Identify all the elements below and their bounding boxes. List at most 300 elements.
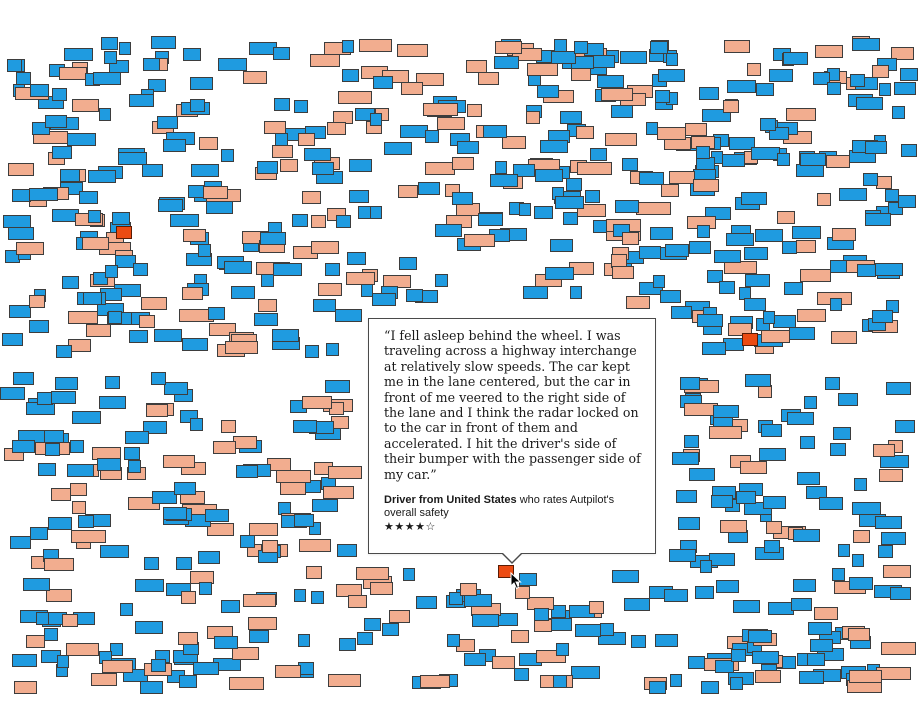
rating-block-blue[interactable] — [357, 632, 373, 645]
rating-block-blue[interactable] — [570, 286, 582, 299]
rating-block-peach[interactable] — [876, 176, 892, 189]
rating-block-peach[interactable] — [831, 331, 857, 344]
rating-block-peach[interactable] — [425, 162, 455, 175]
rating-block-blue[interactable] — [655, 634, 678, 647]
rating-block-blue[interactable] — [719, 281, 735, 294]
rating-block-blue[interactable] — [671, 306, 692, 319]
rating-block-blue[interactable] — [839, 188, 867, 201]
rating-block-blue[interactable] — [695, 586, 714, 599]
rating-block-blue[interactable] — [23, 578, 50, 591]
rating-block-blue[interactable] — [494, 56, 519, 69]
rating-block-peach[interactable] — [495, 41, 522, 54]
rating-block-peach[interactable] — [720, 520, 747, 533]
rating-block-blue[interactable] — [555, 196, 584, 209]
rating-block-blue[interactable] — [895, 420, 915, 433]
rating-block-blue[interactable] — [763, 496, 786, 509]
rating-block-blue[interactable] — [540, 140, 568, 153]
rating-block-blue[interactable] — [722, 154, 745, 167]
rating-block-blue[interactable] — [660, 290, 681, 303]
rating-block-blue[interactable] — [425, 130, 439, 143]
rating-block-blue[interactable] — [88, 170, 116, 183]
rating-block-blue[interactable] — [890, 587, 911, 600]
rating-block-peach[interactable] — [526, 111, 540, 124]
rating-block-blue[interactable] — [151, 372, 166, 385]
rating-block-blue[interactable] — [670, 674, 682, 687]
rating-block-peach[interactable] — [306, 566, 322, 579]
rating-block-blue[interactable] — [128, 460, 141, 473]
rating-block-blue[interactable] — [60, 169, 80, 182]
rating-block-blue[interactable] — [744, 247, 768, 260]
rating-block-peach[interactable] — [262, 540, 278, 553]
rating-block-peach[interactable] — [460, 583, 477, 596]
rating-block-peach[interactable] — [766, 521, 782, 534]
rating-block-blue[interactable] — [875, 516, 902, 529]
rating-block-peach[interactable] — [280, 159, 298, 172]
rating-block-blue[interactable] — [716, 580, 739, 593]
rating-block-blue[interactable] — [206, 201, 233, 214]
rating-block-blue[interactable] — [649, 681, 666, 694]
rating-block-blue[interactable] — [563, 212, 578, 225]
rating-block-blue[interactable] — [218, 58, 247, 71]
rating-block-blue[interactable] — [335, 309, 362, 322]
rating-block-blue[interactable] — [741, 192, 767, 205]
rating-block-blue[interactable] — [852, 554, 864, 567]
rating-block-blue[interactable] — [709, 553, 735, 566]
rating-block-peach[interactable] — [302, 396, 332, 409]
rating-block-blue[interactable] — [8, 227, 34, 240]
rating-block-blue[interactable] — [99, 108, 111, 121]
rating-block-blue[interactable] — [257, 161, 278, 174]
rating-block-blue[interactable] — [727, 80, 756, 93]
rating-block-blue[interactable] — [650, 41, 668, 54]
rating-block-blue[interactable] — [120, 603, 133, 616]
rating-block-blue[interactable] — [48, 517, 72, 530]
rating-block-peach[interactable] — [873, 444, 895, 457]
rating-block-blue[interactable] — [174, 482, 196, 495]
rating-block-blue[interactable] — [830, 443, 846, 456]
rating-block-blue[interactable] — [13, 372, 34, 385]
rating-block-blue[interactable] — [129, 94, 154, 107]
rating-block-blue[interactable] — [10, 536, 31, 549]
rating-block-blue[interactable] — [792, 226, 821, 239]
rating-block-peach[interactable] — [612, 266, 634, 279]
rating-block-blue[interactable] — [514, 668, 529, 681]
rating-block-peach[interactable] — [571, 68, 591, 81]
rating-block-blue[interactable] — [52, 88, 67, 101]
rating-block-peach[interactable] — [796, 240, 816, 253]
rating-block-peach[interactable] — [817, 193, 831, 206]
rating-block-peach[interactable] — [401, 82, 423, 95]
rating-block-blue[interactable] — [664, 589, 688, 602]
rating-block-blue[interactable] — [761, 424, 782, 437]
rating-block-blue[interactable] — [312, 162, 334, 175]
rating-block-blue[interactable] — [221, 600, 240, 613]
rating-block-blue[interactable] — [751, 147, 780, 160]
rating-block-blue[interactable] — [464, 653, 486, 666]
rating-block-blue[interactable] — [140, 681, 163, 694]
rating-block-blue[interactable] — [193, 662, 219, 675]
rating-block-blue[interactable] — [696, 146, 710, 159]
rating-block-blue[interactable] — [680, 377, 700, 390]
rating-block-peach[interactable] — [853, 530, 870, 543]
rating-block-blue[interactable] — [611, 105, 633, 118]
rating-block-blue[interactable] — [688, 656, 705, 669]
rating-block-blue[interactable] — [125, 431, 149, 444]
rating-block-blue[interactable] — [857, 264, 876, 277]
rating-block-blue[interactable] — [519, 203, 531, 216]
rating-block-peach[interactable] — [328, 466, 362, 479]
rating-block-peach[interactable] — [146, 404, 168, 417]
rating-block-blue[interactable] — [495, 161, 507, 174]
rating-block-peach[interactable] — [66, 643, 99, 656]
rating-block-blue[interactable] — [639, 246, 661, 259]
rating-block-blue[interactable] — [571, 666, 600, 679]
rating-block-blue[interactable] — [748, 630, 772, 643]
rating-block-blue[interactable] — [624, 598, 650, 611]
rating-block-peach[interactable] — [29, 295, 45, 308]
rating-block-peach[interactable] — [589, 601, 604, 614]
rating-block-blue[interactable] — [745, 374, 771, 387]
rating-block-peach[interactable] — [626, 296, 650, 309]
rating-block-blue[interactable] — [435, 274, 448, 287]
rating-block-blue[interactable] — [620, 51, 647, 64]
rating-block-blue[interactable] — [143, 58, 160, 71]
rating-block-blue[interactable] — [457, 141, 479, 154]
rating-block-peach[interactable] — [346, 272, 375, 285]
rating-block-blue[interactable] — [808, 622, 832, 635]
rating-block-blue[interactable] — [553, 675, 567, 688]
rating-block-blue[interactable] — [810, 639, 833, 652]
rating-block-peach[interactable] — [478, 72, 499, 85]
rating-block-blue[interactable] — [787, 412, 814, 425]
rating-block-blue[interactable] — [736, 491, 756, 504]
rating-block-peach[interactable] — [452, 157, 474, 170]
rating-block-blue[interactable] — [260, 232, 286, 245]
rating-block-blue[interactable] — [800, 153, 826, 166]
rating-block-peach[interactable] — [359, 39, 392, 52]
rating-block-blue[interactable] — [830, 298, 842, 311]
rating-block-peach[interactable] — [709, 426, 742, 439]
rating-block-blue[interactable] — [52, 146, 72, 159]
rating-block-blue[interactable] — [78, 515, 94, 528]
rating-block-blue[interactable] — [347, 252, 366, 265]
rating-block-blue[interactable] — [650, 227, 673, 240]
rating-block-peach[interactable] — [755, 670, 781, 683]
rating-block-blue[interactable] — [342, 40, 354, 53]
rating-block-blue[interactable] — [108, 311, 122, 324]
rating-block-blue[interactable] — [782, 241, 797, 254]
rating-block-blue[interactable] — [133, 263, 148, 276]
rating-block-blue[interactable] — [689, 241, 711, 254]
rating-block-peach[interactable] — [693, 179, 719, 192]
rating-block-blue[interactable] — [294, 100, 308, 113]
rating-block-blue[interactable] — [261, 274, 274, 287]
rating-block-peach[interactable] — [492, 656, 515, 669]
rating-block-blue[interactable] — [190, 77, 213, 90]
rating-block-blue[interactable] — [325, 380, 350, 393]
rating-block-blue[interactable] — [865, 213, 891, 226]
rating-block-blue[interactable] — [190, 418, 203, 431]
rating-block-peach[interactable] — [139, 315, 155, 328]
rating-block-peach[interactable] — [26, 635, 45, 648]
rating-block-blue[interactable] — [163, 507, 187, 520]
rating-block-blue[interactable] — [615, 200, 639, 213]
rating-block-peach[interactable] — [849, 670, 882, 683]
rating-block-blue[interactable] — [472, 614, 499, 627]
rating-block-blue[interactable] — [240, 535, 255, 548]
rating-block-blue[interactable] — [64, 48, 93, 61]
rating-block-blue[interactable] — [292, 214, 308, 227]
rating-block-peach[interactable] — [338, 91, 372, 104]
rating-block-blue[interactable] — [545, 267, 574, 280]
rating-block-blue[interactable] — [590, 148, 607, 161]
rating-block-blue[interactable] — [93, 72, 121, 85]
rating-block-peach[interactable] — [298, 133, 315, 146]
rating-block-peach[interactable] — [437, 117, 465, 130]
rating-block-blue[interactable] — [759, 448, 786, 461]
rating-block-blue[interactable] — [144, 557, 159, 570]
rating-block-blue[interactable] — [358, 206, 371, 219]
rating-block-blue[interactable] — [854, 478, 867, 491]
rating-block-blue[interactable] — [885, 189, 899, 202]
rating-block-blue[interactable] — [830, 260, 847, 273]
rating-block-blue[interactable] — [151, 659, 166, 672]
rating-block-blue[interactable] — [784, 282, 803, 295]
rating-block-blue[interactable] — [164, 382, 188, 395]
rating-block-blue[interactable] — [342, 69, 359, 82]
rating-block-blue[interactable] — [799, 671, 824, 684]
rating-block-peach[interactable] — [163, 455, 195, 468]
rating-block-peach[interactable] — [248, 617, 277, 630]
rating-block-blue[interactable] — [339, 638, 356, 651]
rating-block-blue[interactable] — [99, 396, 126, 409]
rating-block-peach[interactable] — [318, 283, 342, 296]
rating-block-blue[interactable] — [0, 387, 25, 400]
rating-block-blue[interactable] — [879, 83, 891, 96]
rating-block-peach[interactable] — [800, 269, 831, 282]
rating-block-peach[interactable] — [832, 228, 856, 241]
rating-block-blue[interactable] — [191, 164, 219, 177]
rating-block-blue[interactable] — [326, 343, 339, 356]
rating-block-blue[interactable] — [349, 190, 369, 203]
rating-block-peach[interactable] — [272, 145, 293, 158]
rating-block-blue[interactable] — [12, 440, 35, 453]
rating-block-peach[interactable] — [511, 630, 529, 643]
rating-block-blue[interactable] — [733, 600, 760, 613]
rating-block-blue[interactable] — [273, 263, 302, 276]
rating-block-blue[interactable] — [273, 47, 290, 60]
rating-block-blue[interactable] — [29, 320, 49, 333]
highlighted-rating-block[interactable] — [742, 333, 758, 346]
rating-block-blue[interactable] — [16, 72, 31, 85]
rating-block-peach[interactable] — [91, 673, 117, 686]
rating-block-blue[interactable] — [755, 229, 783, 242]
rating-block-blue[interactable] — [898, 195, 916, 208]
rating-block-blue[interactable] — [764, 540, 780, 553]
rating-block-blue[interactable] — [452, 192, 473, 205]
rating-block-blue[interactable] — [208, 307, 225, 320]
rating-block-peach[interactable] — [605, 133, 637, 146]
rating-block-blue[interactable] — [833, 427, 851, 440]
rating-block-peach[interactable] — [258, 299, 277, 312]
rating-block-peach[interactable] — [233, 436, 257, 449]
rating-block-blue[interactable] — [311, 591, 324, 604]
rating-block-blue[interactable] — [313, 299, 336, 312]
rating-block-blue[interactable] — [44, 430, 64, 443]
rating-block-blue[interactable] — [534, 608, 549, 621]
rating-block-blue[interactable] — [702, 342, 726, 355]
rating-block-blue[interactable] — [807, 653, 825, 666]
rating-block-blue[interactable] — [56, 345, 72, 358]
rating-block-peach[interactable] — [51, 488, 71, 501]
rating-block-blue[interactable] — [763, 311, 775, 324]
rating-block-peach[interactable] — [311, 241, 339, 254]
rating-block-peach[interactable] — [420, 675, 450, 688]
rating-block-peach[interactable] — [348, 595, 367, 608]
rating-block-peach[interactable] — [601, 88, 633, 101]
rating-block-blue[interactable] — [112, 212, 130, 225]
rating-block-blue[interactable] — [214, 636, 238, 649]
rating-block-peach[interactable] — [879, 469, 903, 482]
rating-block-peach[interactable] — [82, 237, 109, 250]
rating-block-blue[interactable] — [83, 292, 102, 305]
rating-block-blue[interactable] — [678, 517, 700, 530]
rating-block-peach[interactable] — [68, 311, 98, 324]
rating-block-blue[interactable] — [135, 621, 163, 634]
rating-block-blue[interactable] — [892, 106, 905, 119]
rating-block-peach[interactable] — [243, 594, 276, 607]
rating-block-peach[interactable] — [527, 63, 558, 76]
rating-block-blue[interactable] — [3, 215, 31, 228]
rating-block-peach[interactable] — [661, 184, 679, 197]
rating-block-blue[interactable] — [205, 509, 229, 522]
rating-block-blue[interactable] — [783, 52, 808, 65]
rating-block-blue[interactable] — [825, 377, 840, 390]
rating-block-blue[interactable] — [838, 393, 858, 406]
rating-block-blue[interactable] — [364, 618, 381, 631]
rating-block-blue[interactable] — [9, 305, 31, 318]
rating-block-blue[interactable] — [865, 141, 887, 154]
highlighted-rating-block[interactable] — [116, 226, 132, 239]
rating-block-peach[interactable] — [872, 65, 889, 78]
rating-block-blue[interactable] — [30, 527, 48, 540]
rating-block-blue[interactable] — [154, 329, 182, 342]
rating-block-peach[interactable] — [72, 99, 99, 112]
rating-block-blue[interactable] — [894, 82, 916, 95]
rating-block-peach[interactable] — [16, 242, 44, 255]
rating-block-blue[interactable] — [700, 560, 712, 573]
rating-block-blue[interactable] — [665, 244, 689, 257]
rating-block-blue[interactable] — [199, 582, 212, 595]
rating-block-peach[interactable] — [199, 137, 218, 150]
rating-block-peach[interactable] — [14, 681, 37, 694]
rating-block-blue[interactable] — [669, 549, 696, 562]
rating-block-blue[interactable] — [483, 125, 507, 138]
rating-block-blue[interactable] — [142, 164, 163, 177]
rating-block-blue[interactable] — [600, 623, 614, 636]
rating-block-peach[interactable] — [685, 123, 707, 136]
rating-block-blue[interactable] — [221, 149, 234, 162]
rating-block-blue[interactable] — [745, 274, 770, 287]
rating-block-blue[interactable] — [731, 649, 746, 662]
rating-block-blue[interactable] — [523, 286, 548, 299]
rating-block-blue[interactable] — [777, 153, 790, 166]
rating-block-blue[interactable] — [875, 263, 903, 276]
rating-block-peach[interactable] — [302, 191, 321, 204]
rating-block-blue[interactable] — [612, 570, 639, 583]
rating-block-peach[interactable] — [826, 155, 850, 168]
rating-block-blue[interactable] — [827, 82, 841, 95]
rating-block-blue[interactable] — [336, 215, 351, 228]
rating-block-blue[interactable] — [726, 233, 754, 246]
rating-block-blue[interactable] — [224, 261, 252, 274]
rating-block-blue[interactable] — [878, 545, 893, 558]
rating-block-blue[interactable] — [62, 276, 79, 289]
rating-block-blue[interactable] — [170, 214, 199, 227]
rating-block-peach[interactable] — [777, 211, 795, 224]
rating-block-blue[interactable] — [872, 310, 893, 323]
rating-block-peach[interactable] — [141, 297, 167, 310]
rating-block-blue[interactable] — [697, 225, 710, 238]
rating-block-blue[interactable] — [7, 59, 22, 72]
rating-block-blue[interactable] — [447, 634, 460, 647]
rating-block-blue[interactable] — [791, 598, 812, 611]
rating-block-peach[interactable] — [213, 441, 236, 454]
rating-block-peach[interactable] — [221, 420, 236, 433]
rating-block-blue[interactable] — [756, 83, 774, 96]
rating-block-peach[interactable] — [203, 186, 228, 199]
rating-block-blue[interactable] — [67, 133, 96, 146]
rating-block-peach[interactable] — [280, 482, 306, 495]
rating-block-blue[interactable] — [129, 330, 148, 343]
rating-block-blue[interactable] — [176, 557, 192, 570]
rating-block-peach[interactable] — [814, 607, 838, 620]
rating-block-blue[interactable] — [101, 37, 118, 50]
rating-block-blue[interactable] — [797, 472, 820, 485]
rating-block-peach[interactable] — [724, 40, 750, 53]
rating-block-blue[interactable] — [157, 116, 178, 129]
rating-block-blue[interactable] — [534, 206, 553, 219]
rating-block-blue[interactable] — [672, 452, 699, 465]
rating-block-blue[interactable] — [697, 314, 723, 327]
rating-block-peach[interactable] — [183, 229, 206, 242]
rating-block-peach[interactable] — [178, 632, 198, 645]
rating-block-peach[interactable] — [723, 100, 739, 113]
rating-block-peach[interactable] — [328, 674, 361, 687]
rating-block-blue[interactable] — [689, 468, 715, 481]
rating-block-peach[interactable] — [275, 665, 301, 678]
rating-block-blue[interactable] — [182, 338, 208, 351]
rating-block-blue[interactable] — [574, 41, 588, 54]
rating-block-peach[interactable] — [747, 63, 761, 76]
rating-block-blue[interactable] — [435, 224, 462, 237]
rating-block-peach[interactable] — [72, 501, 86, 514]
rating-block-blue[interactable] — [838, 544, 850, 557]
rating-block-blue[interactable] — [849, 577, 873, 590]
rating-block-blue[interactable] — [852, 38, 880, 51]
rating-block-blue[interactable] — [537, 85, 559, 98]
rating-block-blue[interactable] — [183, 48, 201, 61]
rating-block-blue[interactable] — [135, 579, 164, 592]
rating-block-blue[interactable] — [105, 265, 118, 278]
rating-block-blue[interactable] — [789, 327, 815, 340]
rating-block-blue[interactable] — [793, 579, 816, 592]
rating-block-blue[interactable] — [29, 188, 58, 201]
rating-block-blue[interactable] — [294, 514, 314, 527]
rating-block-blue[interactable] — [119, 42, 131, 55]
rating-block-blue[interactable] — [863, 173, 878, 186]
rating-block-blue[interactable] — [744, 298, 766, 311]
